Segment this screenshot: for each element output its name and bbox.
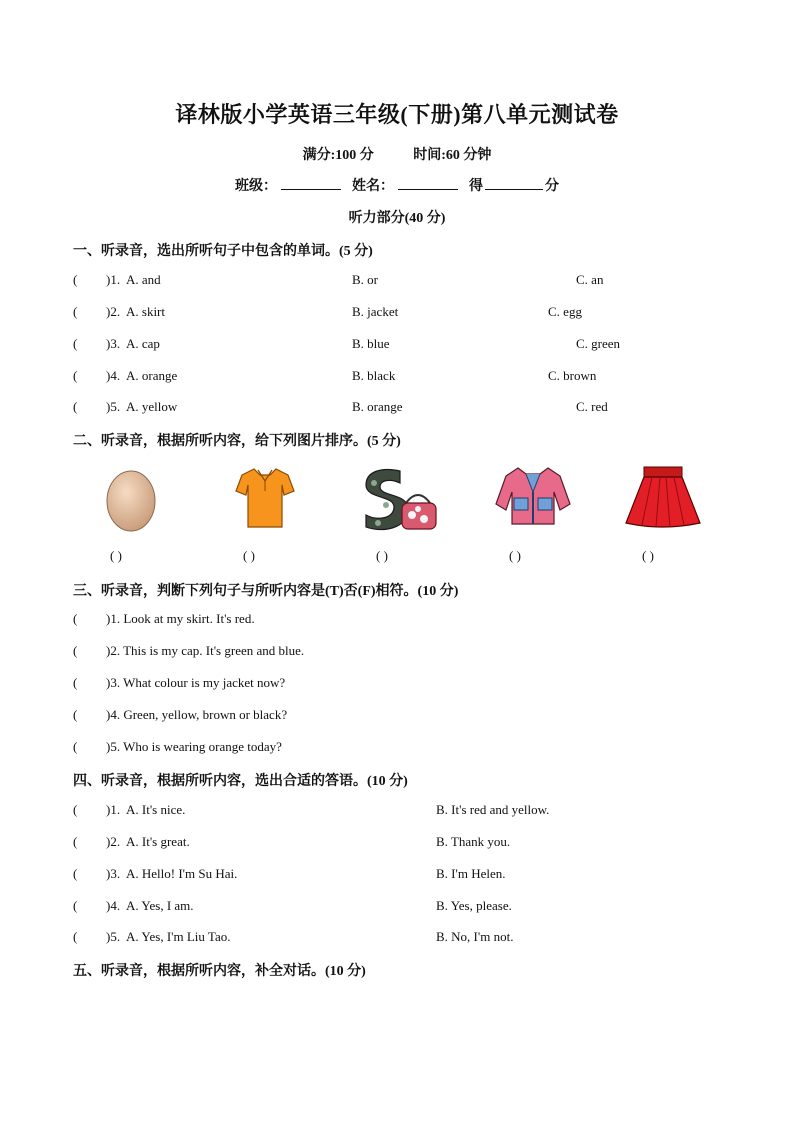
option-a: A. and	[126, 272, 161, 287]
answer-paren: (	[73, 336, 78, 351]
score-blank[interactable]	[485, 175, 543, 190]
option-c: C. brown	[548, 368, 597, 383]
score-unit: 分	[545, 179, 559, 194]
option-b: B. blue	[352, 336, 390, 351]
answer-paren: (	[73, 272, 78, 287]
egg-icon	[103, 465, 159, 533]
question-number: )2.	[106, 304, 121, 319]
letter-s-bag-icon	[360, 465, 440, 533]
section-1-heading: 一、听录音，选出所听句子中包含的单词。(5 分)	[73, 244, 373, 259]
option-a: A. Yes, I'm Liu Tao.	[126, 929, 231, 944]
option-b: B. No, I'm not.	[436, 929, 514, 944]
section-2-heading: 二、听录音，根据所听内容，给下列图片排序。(5 分)	[73, 434, 401, 449]
question-number: )1.	[106, 272, 121, 287]
option-a: A. orange	[126, 368, 178, 383]
option-b: B. or	[352, 272, 378, 287]
name-label: 姓名：	[352, 179, 394, 194]
option-b: B. black	[352, 368, 396, 383]
option-a: A. Yes, I am.	[126, 898, 194, 913]
picture-answer-paren[interactable]: ( )	[376, 548, 388, 563]
section-3-heading: 三、听录音，判断下列句子与所听内容是(T)否(F)相符。(10 分)	[73, 584, 459, 599]
student-info	[0, 175, 794, 195]
jacket-icon	[492, 462, 574, 530]
option-a: A. skirt	[126, 304, 165, 319]
picture-answer-paren[interactable]: ( )	[642, 548, 654, 563]
option-b: B. jacket	[352, 304, 399, 319]
answer-paren: (	[73, 707, 78, 722]
statement: )1. Look at my skirt. It's red.	[106, 611, 255, 626]
question-number: )1.	[106, 802, 121, 817]
answer-paren: (	[73, 304, 78, 319]
answer-paren: (	[73, 611, 78, 626]
class-blank[interactable]	[281, 175, 341, 190]
section-4-heading: 四、听录音，根据所听内容，选出合适的答语。(10 分)	[73, 774, 408, 789]
statement: )4. Green, yellow, brown or black?	[106, 707, 288, 722]
name-blank[interactable]	[398, 175, 458, 190]
full-score: 满分:100 分	[302, 148, 374, 163]
question-number: )4.	[106, 898, 121, 913]
option-c: C. red	[576, 399, 608, 414]
option-b: B. Yes, please.	[436, 898, 512, 913]
statement: )5. Who is wearing orange today?	[106, 739, 282, 754]
option-c: C. an	[576, 272, 604, 287]
answer-paren: (	[73, 834, 78, 849]
question-number: )2.	[106, 834, 121, 849]
exam-meta	[0, 144, 794, 164]
option-b: B. orange	[352, 399, 403, 414]
answer-paren: (	[73, 898, 78, 913]
statement: )2. This is my cap. It's green and blue.	[106, 643, 305, 658]
answer-paren: (	[73, 368, 78, 383]
score-label: 得	[469, 179, 483, 194]
section-5-heading: 五、听录音，根据所听内容，补全对话。(10 分)	[73, 964, 366, 979]
option-a: A. It's great.	[126, 834, 190, 849]
option-a: A. Hello! I'm Su Hai.	[126, 866, 238, 881]
answer-paren: (	[73, 399, 78, 414]
answer-paren: (	[73, 643, 78, 658]
answer-paren: (	[73, 929, 78, 944]
option-a: A. yellow	[126, 399, 178, 414]
answer-paren: (	[73, 866, 78, 881]
statement: )3. What colour is my jacket now?	[106, 675, 286, 690]
skirt-icon	[624, 465, 702, 529]
option-c: C. green	[576, 336, 621, 351]
question-number: )4.	[106, 368, 121, 383]
picture-answer-paren[interactable]: ( )	[110, 548, 122, 563]
answer-paren: (	[73, 739, 78, 754]
question-number: )3.	[106, 336, 121, 351]
option-b: B. It's red and yellow.	[436, 802, 550, 817]
time-limit: 时间:60 分钟	[413, 148, 492, 163]
question-number: )3.	[106, 866, 121, 881]
class-label: 班级：	[235, 179, 277, 194]
t-shirt-icon	[234, 465, 296, 531]
page-title: 译林版小学英语三年级(下册)第八单元测试卷	[175, 102, 619, 127]
option-b: B. Thank you.	[436, 834, 511, 849]
picture-answer-paren[interactable]: ( )	[509, 548, 521, 563]
picture-answer-paren[interactable]: ( )	[243, 548, 255, 563]
answer-paren: (	[73, 802, 78, 817]
option-a: A. It's nice.	[126, 802, 186, 817]
option-b: B. I'm Helen.	[436, 866, 506, 881]
question-number: )5.	[106, 399, 121, 414]
option-a: A. cap	[126, 336, 160, 351]
listening-part-title: 听力部分(40 分)	[348, 211, 446, 226]
answer-paren: (	[73, 675, 78, 690]
option-c: C. egg	[548, 304, 582, 319]
question-number: )5.	[106, 929, 121, 944]
